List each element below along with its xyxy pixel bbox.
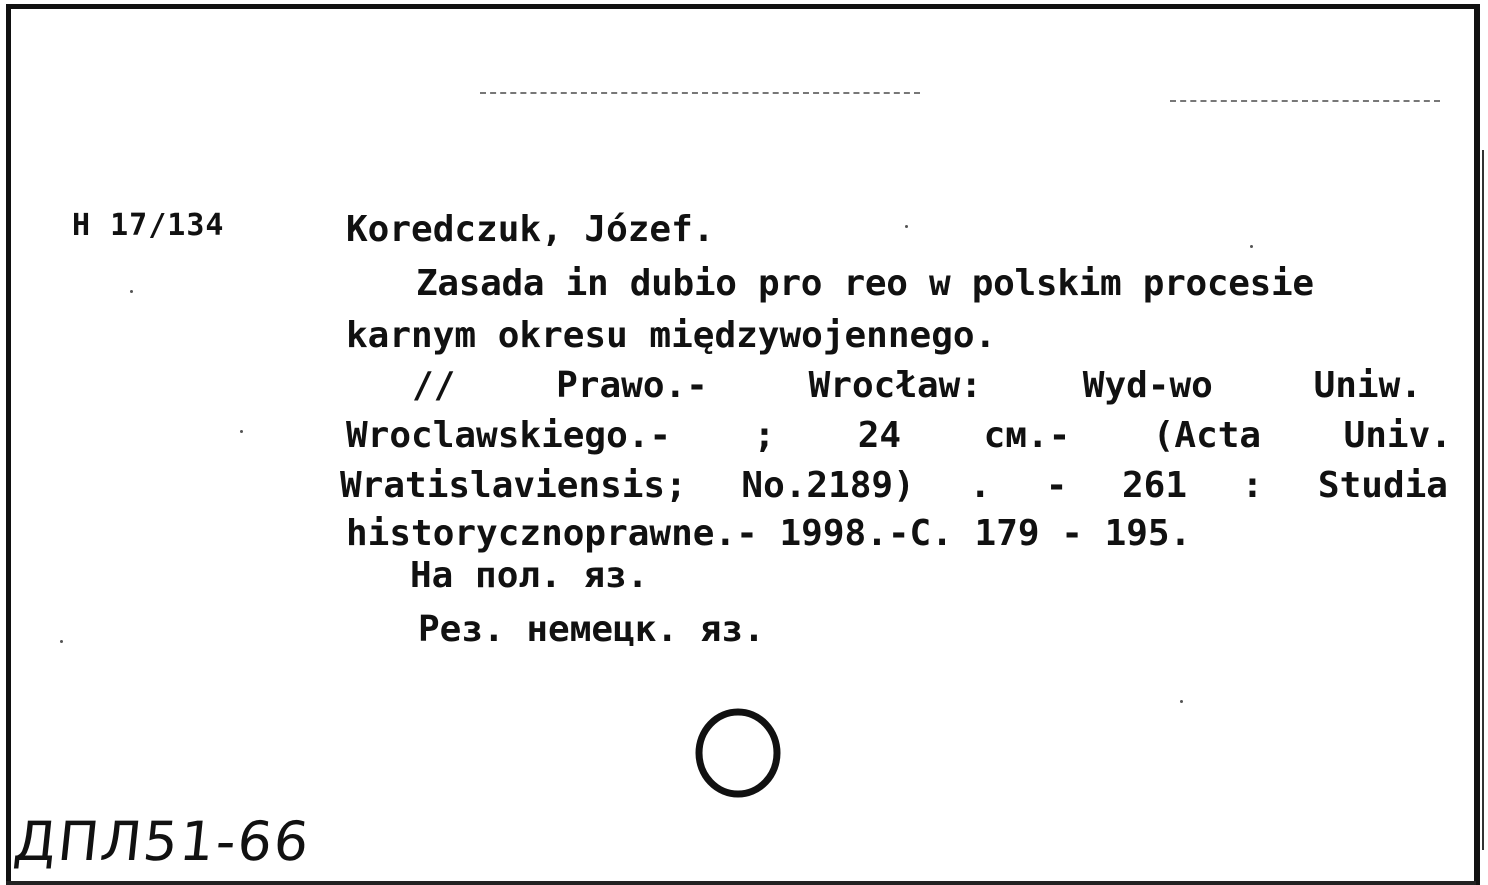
card-border-top <box>6 4 1478 9</box>
summary-language-note: Рез. немецк. яз. <box>418 609 765 650</box>
faint-rule-right <box>1170 100 1440 102</box>
source-word: - <box>1045 465 1068 506</box>
title-line-2: karnym okresu międzywojennego. <box>346 315 997 356</box>
source-line-1 <box>412 365 1422 406</box>
punch-hole-icon <box>690 705 788 803</box>
source-word: Wratislaviensis; <box>340 465 687 506</box>
source-word: : <box>1241 465 1264 506</box>
source-word: Studia <box>1317 465 1448 506</box>
scan-speck <box>130 290 133 293</box>
source-word: ; <box>753 415 776 456</box>
title-line-1: Zasada in dubio pro reo w polskim procesie <box>416 263 1314 304</box>
handwritten-code: ДПЛ51-66 <box>10 810 314 873</box>
card-border-right-inner <box>1482 150 1484 850</box>
source-word: Uniw. <box>1313 365 1422 406</box>
card-border-bottom <box>6 881 1476 885</box>
scan-speck <box>60 640 63 643</box>
source-word: Wyd-wo <box>1082 365 1213 406</box>
author-heading: Koredczuk, Józef. <box>346 209 715 250</box>
source-word: (Acta <box>1152 415 1262 456</box>
faint-rule-left <box>480 92 920 94</box>
source-word: см.- <box>983 415 1071 456</box>
source-line-2 <box>346 415 1452 456</box>
source-word: Wroclawskiego.- <box>346 415 672 456</box>
source-word: . <box>969 465 992 506</box>
source-word: 24 <box>857 415 902 456</box>
card-border-right <box>1474 4 1480 885</box>
source-word: 261 <box>1121 465 1188 506</box>
source-line-4: historycznoprawne.- 1998.-С. 179 - 195. <box>346 513 1192 554</box>
source-line-3 <box>340 465 1448 506</box>
source-word: // <box>412 365 456 406</box>
card-border-left <box>6 4 11 885</box>
scan-speck <box>1250 245 1253 248</box>
source-word: No.2189) <box>741 465 915 506</box>
scan-speck <box>240 430 243 433</box>
language-note: На пол. яз. <box>410 555 649 596</box>
source-word: Prawo.- <box>556 365 708 406</box>
scan-speck <box>905 225 908 228</box>
source-word: Univ. <box>1343 415 1452 456</box>
source-word: Wrocław: <box>808 365 982 406</box>
shelf-mark: H 17/134 <box>72 208 225 243</box>
scan-speck <box>1180 700 1183 703</box>
